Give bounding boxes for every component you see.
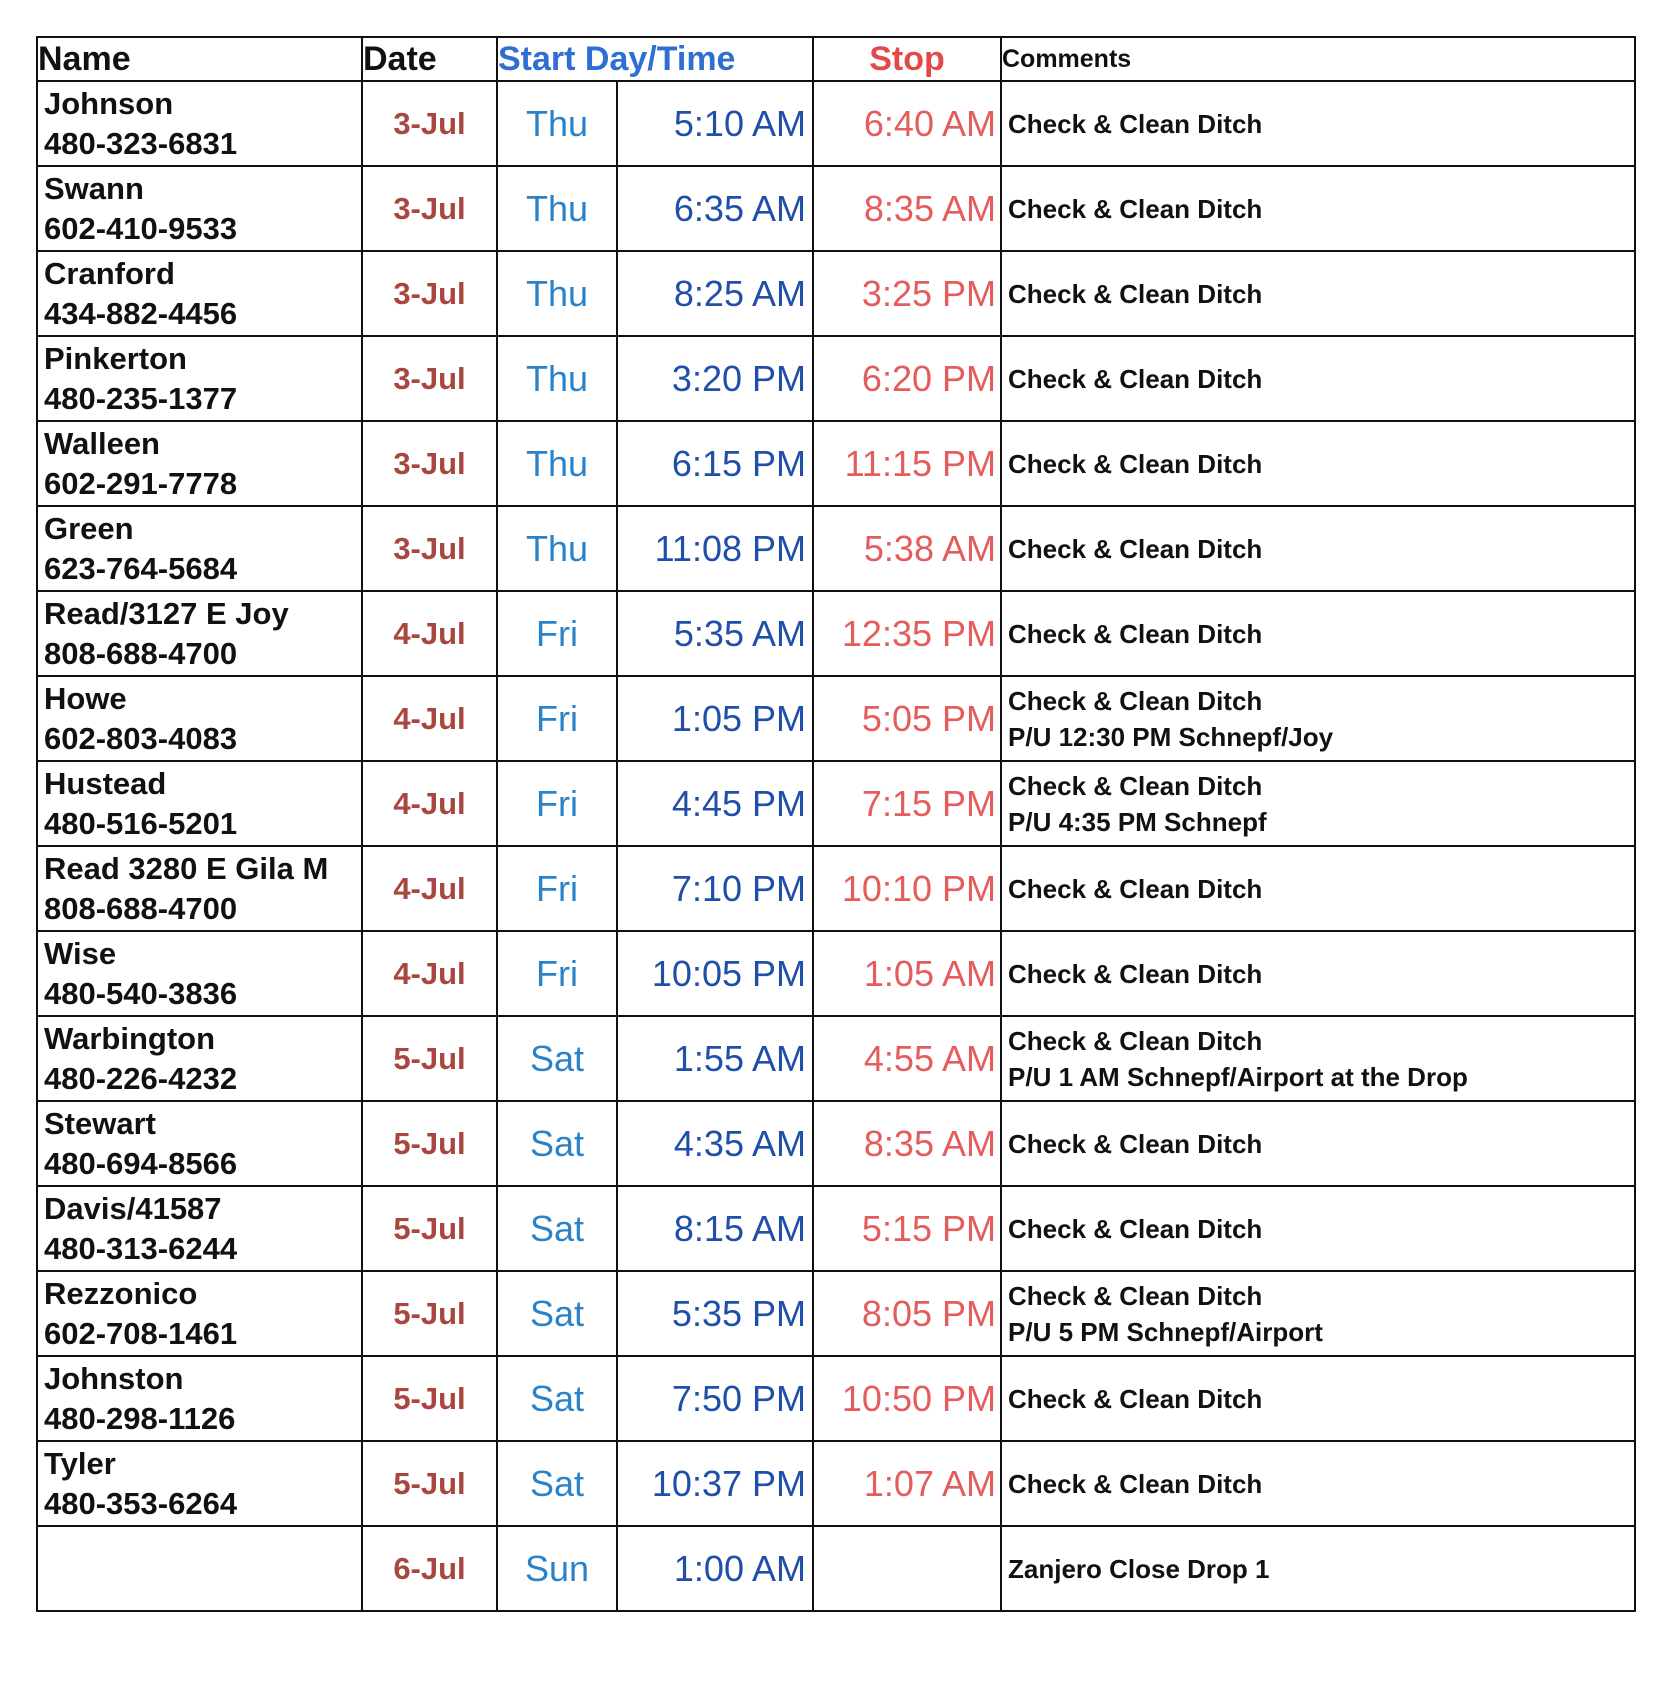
comment-line: Check & Clean Ditch [1008,1128,1263,1159]
name-cell [37,251,362,336]
start-time-cell: 8:15 AM [617,1186,813,1271]
stop-time-cell: 4:55 AM [813,1016,1001,1101]
person-name: Howe [44,680,127,716]
date-cell: 5-Jul [362,1271,497,1356]
table-row [37,1016,1635,1101]
stop-time-cell: 12:35 PM [813,591,1001,676]
table-row [37,676,1635,761]
person-name: Read 3280 E Gila M [44,850,329,886]
table-row [37,336,1635,421]
name-cell [37,1356,362,1441]
stop-time-cell: 10:10 PM [813,846,1001,931]
date-cell: 4-Jul [362,931,497,1016]
date-cell: 4-Jul [362,846,497,931]
comment-line: Check & Clean Ditch [1008,958,1263,989]
name-cell [37,421,362,506]
person-phone: 480-694-8566 [44,1145,238,1181]
person-name: Stewart [44,1105,156,1141]
table-row [37,846,1635,931]
start-time-cell: 5:10 AM [617,81,813,166]
comments-cell [1001,336,1635,421]
start-time-cell: 4:45 PM [617,761,813,846]
comments-cell [1001,676,1635,761]
start-time-cell: 6:15 PM [617,421,813,506]
comment-line: P/U 4:35 PM Schnepf [1008,806,1267,837]
person-phone: 602-803-4083 [44,720,238,756]
table-row [37,931,1635,1016]
date-cell: 5-Jul [362,1101,497,1186]
comment-line: Check & Clean Ditch [1008,108,1263,139]
start-time-cell: 1:55 AM [617,1016,813,1101]
comment-line: Check & Clean Ditch [1008,1280,1263,1311]
name-cell [37,1441,362,1526]
comment-line: P/U 12:30 PM Schnepf/Joy [1008,721,1334,752]
table-row [37,166,1635,251]
date-cell: 5-Jul [362,1186,497,1271]
person-phone: 808-688-4700 [44,890,238,926]
comment-line: Check & Clean Ditch [1008,1468,1263,1499]
person-name: Pinkerton [44,340,187,376]
stop-time-cell: 5:05 PM [813,676,1001,761]
day-cell: Fri [497,931,617,1016]
stop-time-cell: 11:15 PM [813,421,1001,506]
person-name: Wise [44,935,117,971]
irrigation-schedule-table [36,36,1636,1612]
date-cell: 5-Jul [362,1016,497,1101]
date-cell: 4-Jul [362,761,497,846]
stop-time-cell: 3:25 PM [813,251,1001,336]
date-cell: 5-Jul [362,1441,497,1526]
comments-cell [1001,421,1635,506]
person-name: Walleen [44,425,160,461]
day-cell: Sat [497,1271,617,1356]
day-cell: Fri [497,846,617,931]
person-phone: 623-764-5684 [44,550,238,586]
person-name: Tyler [44,1445,116,1481]
person-name: Rezzonico [44,1275,198,1311]
header-name: Name [37,37,362,81]
day-cell: Sat [497,1441,617,1526]
name-cell [37,931,362,1016]
name-cell [37,336,362,421]
name-cell [37,676,362,761]
person-name: Johnson [44,85,174,121]
comment-line: Check & Clean Ditch [1008,685,1263,716]
table-row [37,591,1635,676]
comment-line: Check & Clean Ditch [1008,873,1263,904]
person-phone: 480-313-6244 [44,1230,238,1266]
person-name: Read/3127 E Joy [44,595,289,631]
day-cell: Thu [497,336,617,421]
comments-cell [1001,1271,1635,1356]
day-cell: Sat [497,1016,617,1101]
comment-line: Check & Clean Ditch [1008,1025,1263,1056]
day-cell: Fri [497,761,617,846]
comment-line: P/U 1 AM Schnepf/Airport at the Drop [1008,1061,1468,1092]
comment-line: Check & Clean Ditch [1008,1213,1263,1244]
stop-time-cell [813,1526,1001,1611]
table-row [37,81,1635,166]
start-time-cell: 1:05 PM [617,676,813,761]
start-time-cell: 10:05 PM [617,931,813,1016]
start-time-cell: 6:35 AM [617,166,813,251]
person-name: Cranford [44,255,175,291]
comments-cell [1001,1016,1635,1101]
comments-cell [1001,251,1635,336]
stop-time-cell: 6:40 AM [813,81,1001,166]
comment-line: Check & Clean Ditch [1008,363,1263,394]
comment-line: Check & Clean Ditch [1008,618,1263,649]
comment-line: Check & Clean Ditch [1008,533,1263,564]
comment-line: Check & Clean Ditch [1008,1383,1263,1414]
person-phone: 480-353-6264 [44,1485,238,1521]
day-cell: Sun [497,1526,617,1611]
name-cell [37,1271,362,1356]
comment-line: Check & Clean Ditch [1008,193,1263,224]
start-time-cell: 11:08 PM [617,506,813,591]
person-name: Hustead [44,765,167,801]
day-cell: Thu [497,166,617,251]
day-cell: Fri [497,676,617,761]
date-cell: 3-Jul [362,166,497,251]
start-time-cell: 7:10 PM [617,846,813,931]
name-cell [37,1101,362,1186]
person-phone: 480-226-4232 [44,1060,238,1096]
comments-cell [1001,931,1635,1016]
name-cell [37,1016,362,1101]
person-phone: 480-516-5201 [44,805,238,841]
stop-time-cell: 1:05 AM [813,931,1001,1016]
person-phone: 602-410-9533 [44,210,238,246]
day-cell: Thu [497,81,617,166]
day-cell: Sat [497,1101,617,1186]
start-time-cell: 8:25 AM [617,251,813,336]
date-cell: 4-Jul [362,676,497,761]
table-row [37,251,1635,336]
day-cell: Sat [497,1186,617,1271]
person-phone: 602-291-7778 [44,465,238,501]
header-start: Start Day/Time [497,37,813,81]
start-time-cell: 1:00 AM [617,1526,813,1611]
name-cell [37,761,362,846]
start-time-cell: 7:50 PM [617,1356,813,1441]
name-cell [37,1526,362,1611]
person-phone: 808-688-4700 [44,635,238,671]
comment-line: P/U 5 PM Schnepf/Airport [1008,1316,1323,1347]
date-cell: 4-Jul [362,591,497,676]
comments-cell [1001,1441,1635,1526]
stop-time-cell: 5:38 AM [813,506,1001,591]
table-row [37,421,1635,506]
stop-time-cell: 1:07 AM [813,1441,1001,1526]
day-cell: Thu [497,421,617,506]
date-cell: 5-Jul [362,1356,497,1441]
person-phone: 480-323-6831 [44,125,238,161]
comments-cell [1001,506,1635,591]
table-row [37,1441,1635,1526]
name-cell [37,1186,362,1271]
stop-time-cell: 8:05 PM [813,1271,1001,1356]
table-row [37,1356,1635,1441]
date-cell: 3-Jul [362,81,497,166]
name-cell [37,591,362,676]
day-cell: Thu [497,506,617,591]
start-time-cell: 3:20 PM [617,336,813,421]
stop-time-cell: 5:15 PM [813,1186,1001,1271]
comments-cell [1001,1526,1635,1611]
stop-time-cell: 6:20 PM [813,336,1001,421]
person-phone: 480-298-1126 [44,1400,236,1436]
person-name: Davis/41587 [44,1190,222,1226]
day-cell: Fri [497,591,617,676]
date-cell: 6-Jul [362,1526,497,1611]
day-cell: Thu [497,251,617,336]
header-stop: Stop [813,37,1001,81]
person-name: Green [44,510,134,546]
table-row [37,506,1635,591]
comments-cell [1001,81,1635,166]
comments-cell [1001,1186,1635,1271]
stop-time-cell: 8:35 AM [813,1101,1001,1186]
comments-cell [1001,846,1635,931]
day-cell: Sat [497,1356,617,1441]
start-time-cell: 5:35 AM [617,591,813,676]
table-row [37,1186,1635,1271]
date-cell: 3-Jul [362,506,497,591]
person-name: Warbington [44,1020,216,1056]
start-time-cell: 4:35 AM [617,1101,813,1186]
person-phone: 480-540-3836 [44,975,238,1011]
start-time-cell: 10:37 PM [617,1441,813,1526]
comment-line: Check & Clean Ditch [1008,278,1263,309]
date-cell: 3-Jul [362,421,497,506]
comment-line: Check & Clean Ditch [1008,770,1263,801]
comments-cell [1001,166,1635,251]
start-time-cell: 5:35 PM [617,1271,813,1356]
person-name: Swann [44,170,144,206]
person-phone: 480-235-1377 [44,380,238,416]
name-cell [37,506,362,591]
person-phone: 434-882-4456 [44,295,238,331]
date-cell: 3-Jul [362,251,497,336]
header-date: Date [362,37,497,81]
comment-line: Check & Clean Ditch [1008,448,1263,479]
comment-line: Zanjero Close Drop 1 [1008,1553,1270,1584]
date-cell: 3-Jul [362,336,497,421]
name-cell [37,846,362,931]
stop-time-cell: 8:35 AM [813,166,1001,251]
name-cell [37,166,362,251]
comments-cell [1001,761,1635,846]
person-phone: 602-708-1461 [44,1315,238,1351]
person-name: Johnston [44,1360,184,1396]
stop-time-cell: 7:15 PM [813,761,1001,846]
name-cell [37,81,362,166]
comments-cell [1001,1101,1635,1186]
header-row [37,37,1635,81]
table-row [37,1101,1635,1186]
comments-cell [1001,591,1635,676]
table-row [37,1526,1635,1611]
stop-time-cell: 10:50 PM [813,1356,1001,1441]
comments-cell [1001,1356,1635,1441]
header-comments: Comments [1001,37,1635,81]
table-row [37,1271,1635,1356]
table-row [37,761,1635,846]
